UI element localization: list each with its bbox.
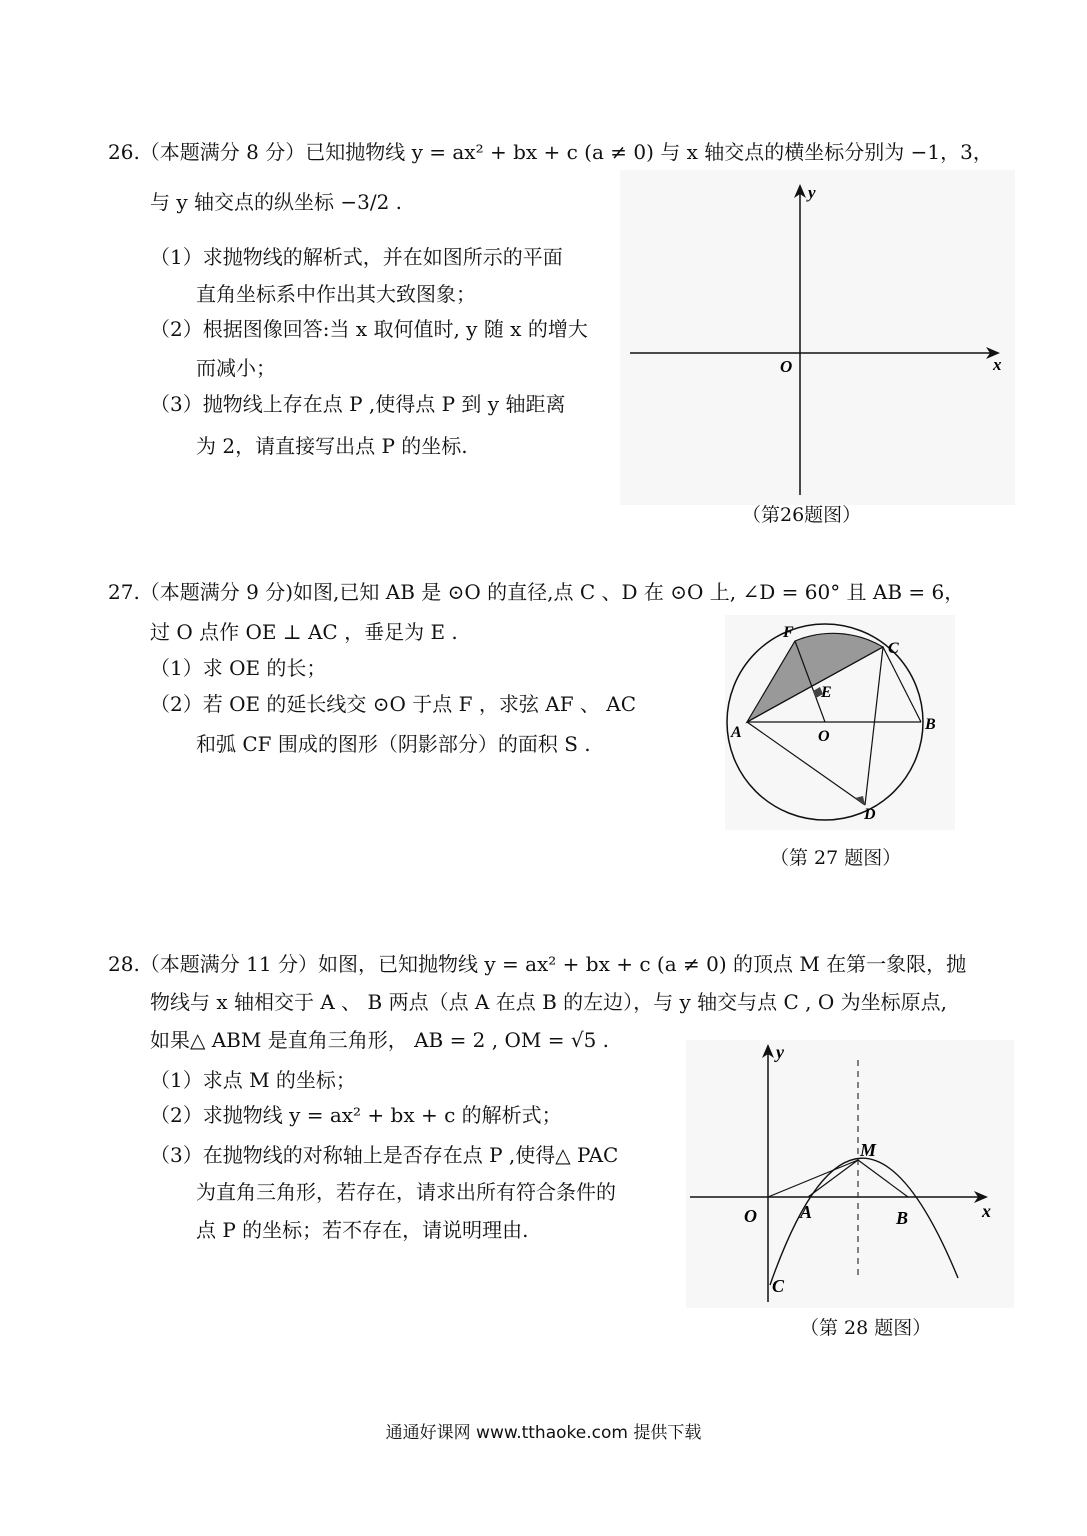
q27-label-a: A: [731, 724, 742, 741]
q28-label-c: C: [772, 1276, 785, 1296]
q26-line-5: （2）根据图像回答:当 x 取何值时, y 随 x 的增大: [150, 317, 588, 341]
q26-y-label: y: [808, 183, 816, 202]
q27-label-c: C: [888, 640, 899, 657]
q27-line-3: （1）求 OE 的长；: [150, 656, 327, 680]
q27-label-o: O: [818, 728, 830, 745]
q27-line-2: 过 O 点作 OE ⊥ AC ，垂足为 E .: [150, 620, 458, 644]
q26-line-3: （1）求抛物线的解析式，并在如图所示的平面: [150, 245, 563, 269]
q28-caption: （第 28 题图）: [800, 1317, 932, 1339]
q26-x-label: x: [993, 355, 1002, 374]
q28-label-y: y: [776, 1042, 784, 1062]
footer-text: 通通好课网 www.tthaoke.com 提供下载: [385, 1423, 702, 1443]
q27-label-b: B: [925, 716, 936, 733]
q27-circle-figure: [725, 615, 955, 830]
q27-line-5: 和弧 CF 围成的图形（阴影部分）的面积 S .: [196, 732, 591, 756]
q27-line-1: 27.（本题满分 9 分)如图,已知 AB 是 ⊙O 的直径,点 C 、D 在 ⊙O 上, ∠D = 60° 且 AB = 6，: [108, 580, 965, 604]
q26-line-1: 26.（本题满分 8 分）已知抛物线 y = ax² + bx + c (a ≠ 0) 与 x 轴交点的横坐标分别为 −1，3，: [108, 140, 993, 164]
q26-line-4: 直角坐标系中作出其大致图象；: [196, 282, 476, 306]
q26-line-2: 与 y 轴交点的纵坐标 −3/2 .: [150, 190, 403, 214]
q26-origin-label: O: [780, 357, 793, 376]
q28-line-4: （1）求点 M 的坐标；: [150, 1068, 356, 1092]
q28-label-o: O: [744, 1206, 757, 1226]
q27-caption: （第 27 题图）: [770, 847, 902, 869]
q28-line-5: （2）求抛物线 y = ax² + bx + c 的解析式；: [150, 1103, 562, 1127]
q26-caption: （第26题图）: [742, 504, 862, 526]
q28-line-7: 为直角三角形，若存在，请求出所有符合条件的: [196, 1180, 616, 1204]
q28-line-1: 28.（本题满分 11 分）如图，已知抛物线 y = ax² + bx + c (a ≠ 0) 的顶点 M 在第一象限，抛: [108, 952, 967, 976]
q28-line-3: 如果△ ABM 是直角三角形， AB = 2 , OM = √5 .: [150, 1028, 610, 1052]
q28-line-8: 点 P 的坐标；若不存在，请说明理由.: [196, 1218, 529, 1242]
q28-line-6: （3）在抛物线的对称轴上是否存在点 P ,使得△ PAC: [150, 1143, 619, 1167]
q28-line-2: 物线与 x 轴相交于 A 、 B 两点（点 A 在点 B 的左边），与 y 轴交与点 C , O 为坐标原点,: [150, 990, 947, 1014]
q28-label-b: B: [896, 1208, 909, 1228]
q26-line-7: （3）抛物线上存在点 P ,使得点 P 到 y 轴距离: [150, 392, 566, 416]
q26-coordinate-figure: [620, 170, 1015, 505]
q27-label-f: F: [783, 624, 794, 641]
q28-parabola-figure: [686, 1040, 1014, 1308]
q26-line-6: 而减小；: [196, 356, 276, 380]
q28-label-x: x: [982, 1201, 991, 1221]
q28-label-a: A: [800, 1202, 813, 1222]
q28-label-m: M: [860, 1140, 877, 1160]
q26-line-8: 为 2，请直接写出点 P 的坐标.: [196, 434, 468, 458]
q27-line-4: （2）若 OE 的延长线交 ⊙O 于点 F ，求弦 AF 、 AC: [150, 692, 637, 716]
q27-label-d: D: [864, 806, 876, 823]
q27-label-e: E: [821, 684, 832, 701]
